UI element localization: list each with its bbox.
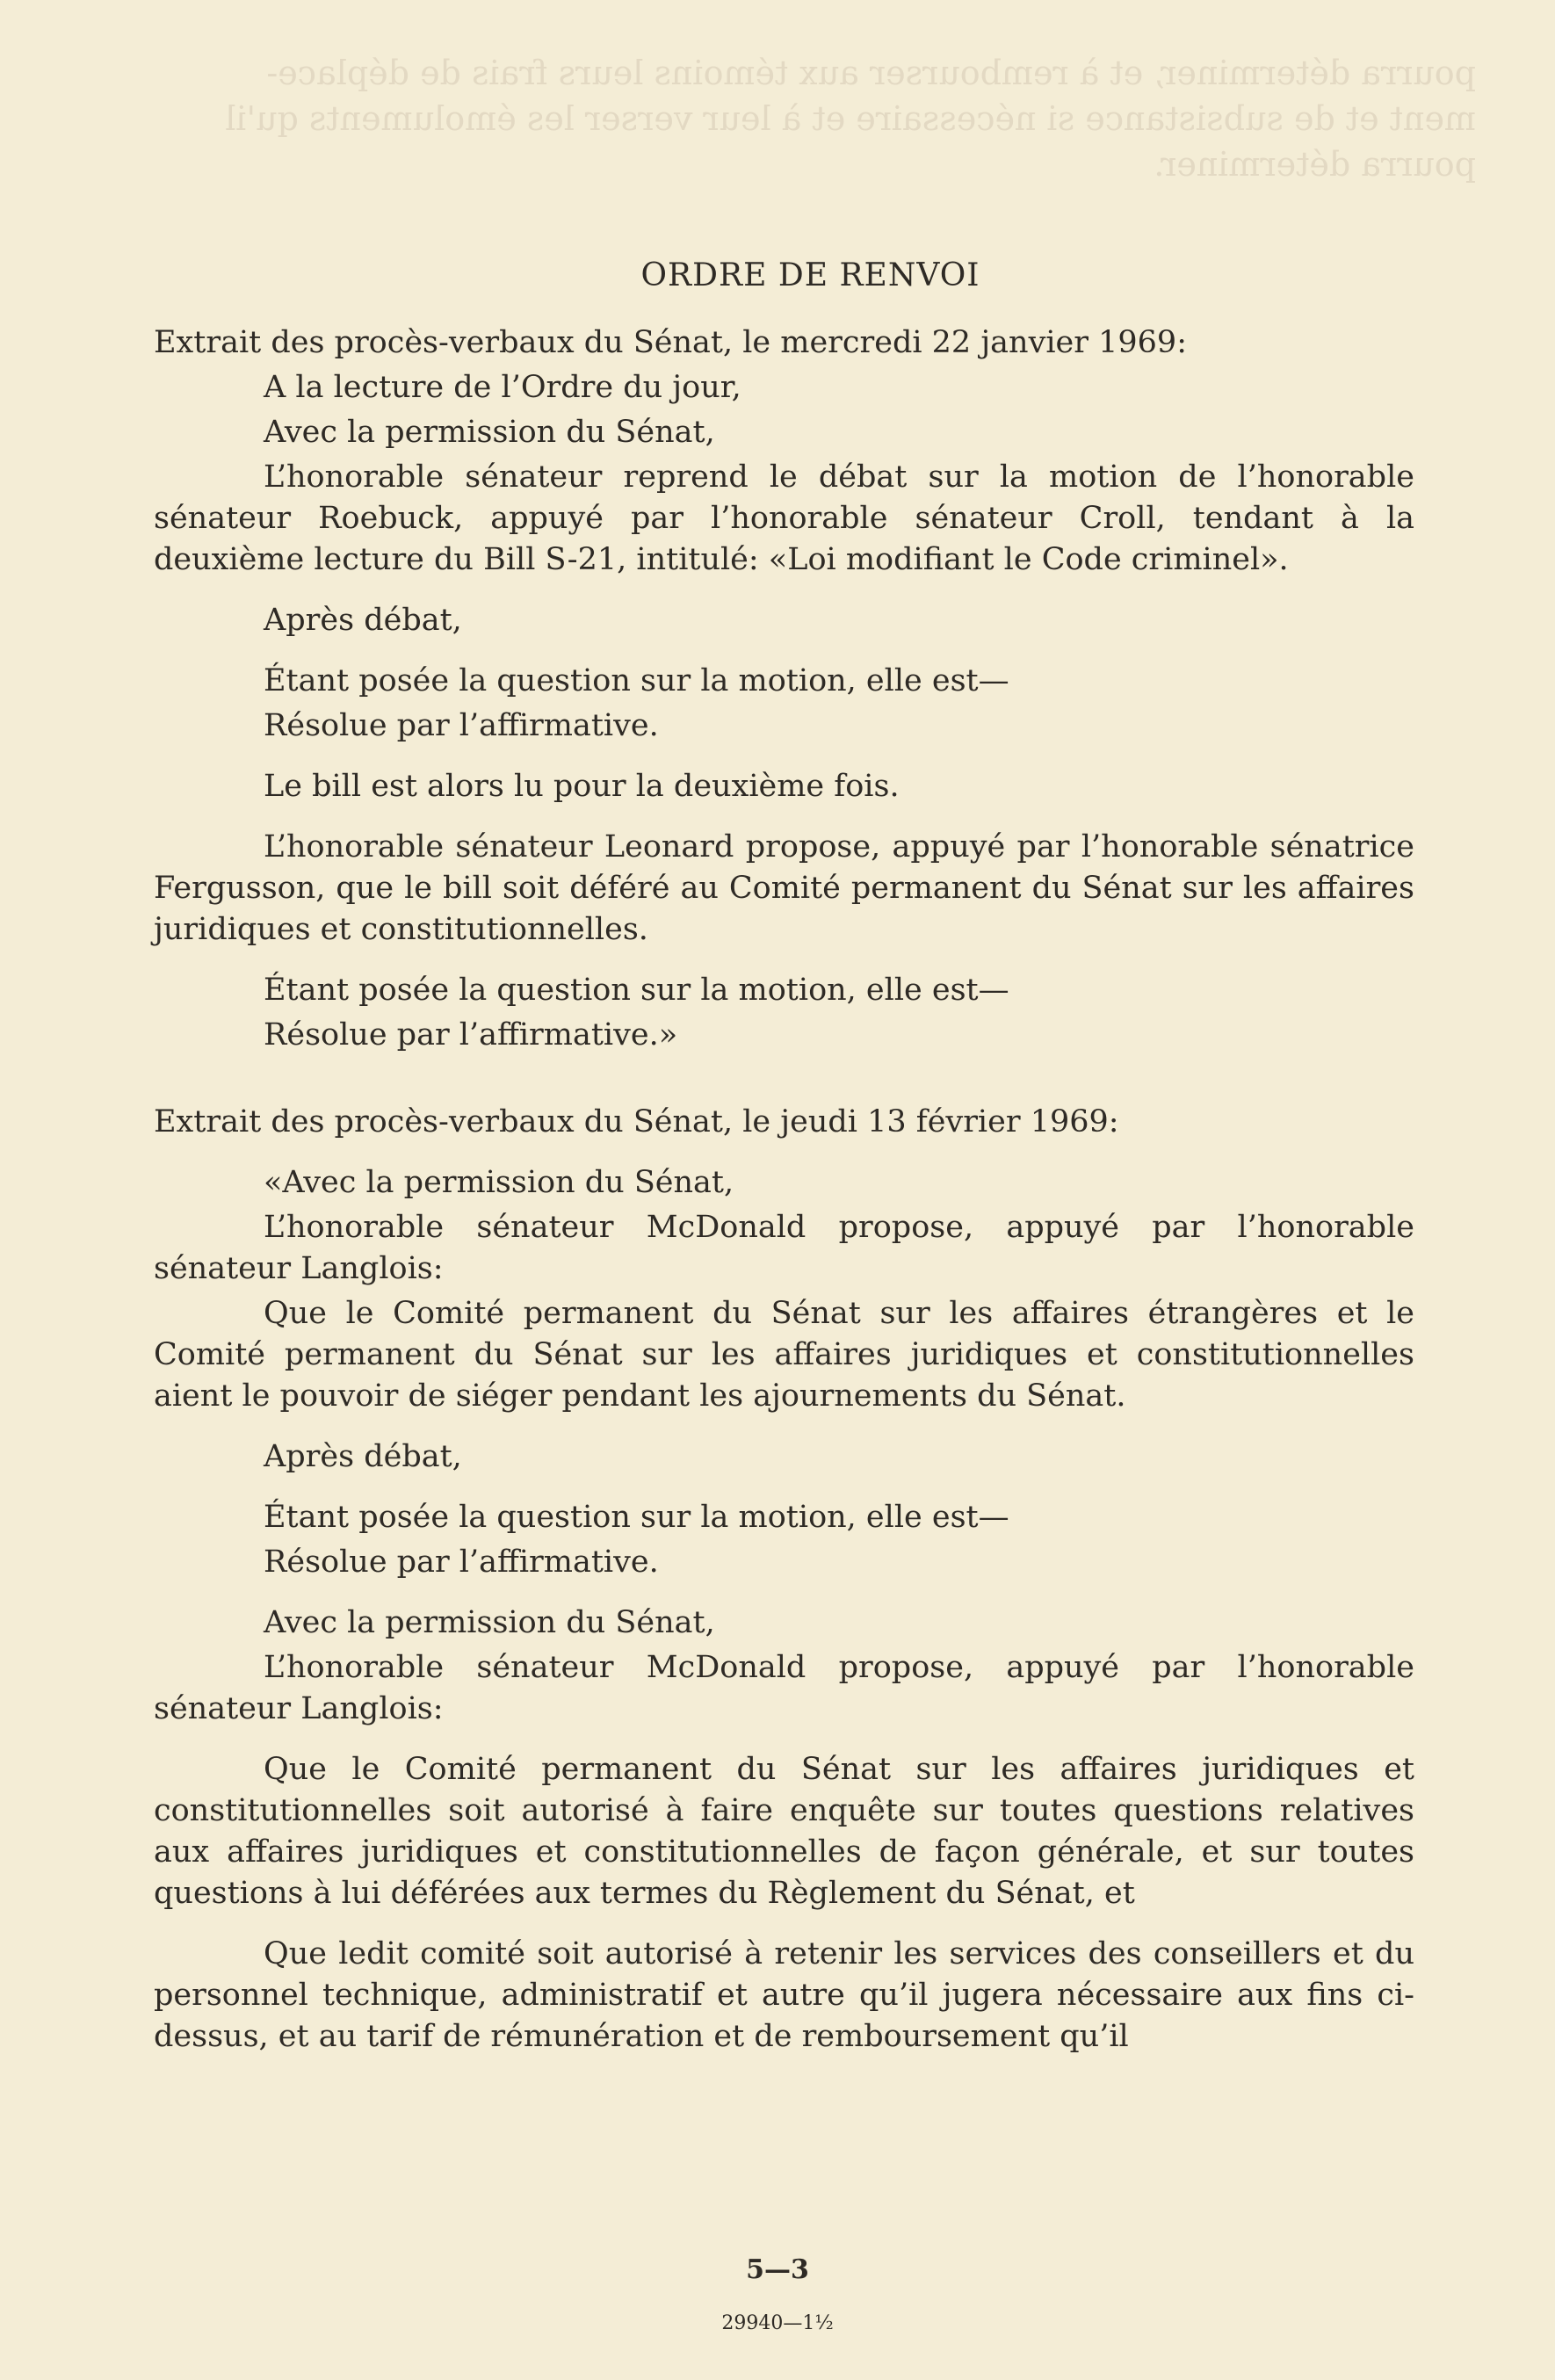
paragraph: Résolue par l’affirmative. bbox=[264, 1544, 659, 1580]
paragraph: L’honorable sénateur McDonald propose, appuyé par l’honorable sénateur Langlois: bbox=[154, 1210, 1414, 1286]
paragraph: Avec la permission du Sénat, bbox=[264, 1605, 715, 1640]
paragraph: Le bill est alors lu pour la deuxième fois. bbox=[264, 769, 900, 804]
paragraph: Avec la permission du Sénat, bbox=[264, 415, 715, 450]
page-number: 5—3 bbox=[746, 2254, 809, 2285]
extract-section bbox=[154, 1102, 1414, 2058]
extract-heading: Extrait des procès-verbaux du Sénat, le jeudi 13 février 1969: bbox=[154, 1104, 1119, 1139]
page-title: ORDRE DE RENVOI bbox=[640, 257, 980, 293]
bleed-through-text bbox=[70, 53, 1476, 190]
paragraph: Résolue par l’affirmative.» bbox=[264, 1017, 678, 1053]
paragraph: Étant posée la question sur la motion, elle est— bbox=[264, 663, 1009, 698]
extract-section bbox=[154, 322, 1414, 1056]
bleed-through-line: pourra déterminer, et à rembourser aux témoins leurs frais de déplace- bbox=[266, 54, 1476, 92]
document-body bbox=[154, 255, 1414, 2061]
print-code: 29940—1½ bbox=[721, 2312, 834, 2334]
paragraph: «Avec la permission du Sénat, bbox=[264, 1165, 734, 1200]
bleed-through-line: ment et de subsistance si nécessaire et à leur verser les émoluments qu'il bbox=[225, 99, 1476, 138]
paragraph: Après débat, bbox=[264, 1439, 462, 1474]
paragraph: Étant posée la question sur la motion, elle est— bbox=[264, 1500, 1009, 1535]
paragraph: Que le Comité permanent du Sénat sur les affaires étrangères et le Comité permanent du Sénat sur les affaires juridiques et constitutionnelles aient le pouvoir de siéger pendant les ajournements du Sénat. bbox=[154, 1296, 1414, 1414]
extract-heading: Extrait des procès-verbaux du Sénat, le mercredi 22 janvier 1969: bbox=[154, 325, 1187, 360]
paragraph: Étant posée la question sur la motion, elle est— bbox=[264, 973, 1009, 1008]
paragraph: Que ledit comité soit autorisé à retenir les services des conseillers et du personnel technique, administratif et autre qu’il jugera nécessaire aux fins ci-dessus, et au tarif de rémunération et de remboursement qu’il bbox=[154, 1936, 1414, 2054]
paragraph: Après débat, bbox=[264, 603, 462, 638]
paragraph: L’honorable sénateur Leonard propose, appuyé par l’honorable sénatrice Fergusson, que le bill soit déféré au Comité permanent du Sénat sur les affaires juridiques et constitutionnelles. bbox=[154, 829, 1414, 947]
paragraph: Que le Comité permanent du Sénat sur les affaires juridiques et constitutionnelles soit autorisé à faire enquête sur toutes questions relatives aux affaires juridiques et constitutionnelles de façon générale, et sur toutes questions à lui déférées aux termes du Règlement du Sénat, et bbox=[154, 1752, 1414, 1911]
bleed-through-line: pourra déterminer. bbox=[1154, 145, 1476, 184]
paragraph: Résolue par l’affirmative. bbox=[264, 708, 659, 743]
paragraph: L’honorable sénateur reprend le débat sur la motion de l’honorable sénateur Roebuck, appuyé par l’honorable sénateur Croll, tendant à la deuxième lecture du Bill S-21, intitulé: «Loi modifiant le Code criminel». bbox=[154, 459, 1414, 577]
paragraph: L’honorable sénateur McDonald propose, appuyé par l’honorable sénateur Langlois: bbox=[154, 1650, 1414, 1726]
paragraph: A la lecture de l’Ordre du jour, bbox=[264, 370, 741, 405]
